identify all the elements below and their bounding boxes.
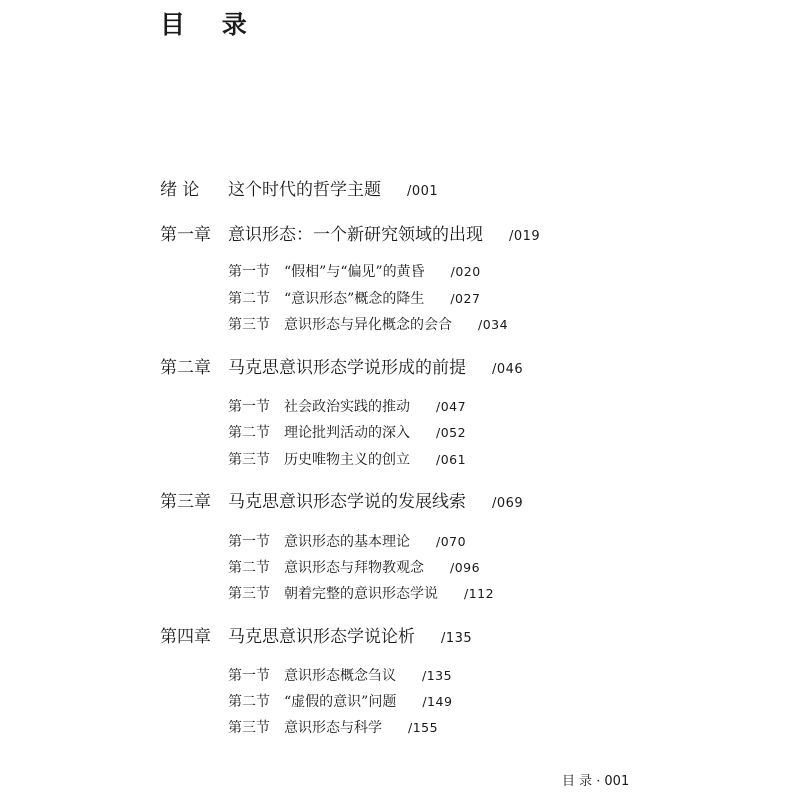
section-label: 第一节 — [228, 399, 270, 415]
section-title: “虚假的意识”问题 — [284, 694, 397, 710]
toc-section-entry[interactable] — [228, 692, 452, 712]
chapter-title: 马克思意识形态学说论析 — [228, 627, 415, 647]
section-label: 第三节 — [228, 452, 270, 468]
toc-chapter-entry[interactable] — [160, 626, 472, 650]
section-label: 第一节 — [228, 534, 270, 550]
page-reference: /001 — [407, 184, 439, 199]
section-title: 朝着完整的意识形态学说 — [284, 586, 438, 602]
chapter-label: 第三章 — [160, 492, 211, 512]
toc-section-entry[interactable] — [228, 315, 508, 335]
section-title: 意识形态与拜物教观念 — [284, 560, 424, 576]
page-reference: /155 — [408, 720, 439, 735]
section-label: 第二节 — [228, 425, 270, 441]
chapter-label: 第一章 — [160, 225, 211, 245]
toc-section-entry[interactable] — [228, 450, 466, 470]
section-label: 第三节 — [228, 720, 270, 736]
toc-chapter-entry[interactable] — [160, 224, 540, 248]
chapter-title: 马克思意识形态学说的发展线索 — [228, 492, 466, 512]
toc-chapter-entry[interactable] — [160, 179, 438, 203]
section-label: 第二节 — [228, 560, 270, 576]
section-label: 第一节 — [228, 264, 270, 280]
section-label: 第二节 — [228, 291, 270, 307]
chapter-label: 第二章 — [160, 358, 211, 378]
section-label: 第三节 — [228, 586, 270, 602]
page-reference: /047 — [436, 399, 467, 414]
page-reference: /096 — [450, 560, 481, 575]
section-label: 第三节 — [228, 317, 270, 333]
page-reference: /070 — [436, 534, 467, 549]
section-title: “假相”与“偏见”的黄昏 — [284, 264, 425, 280]
section-label: 第一节 — [228, 668, 270, 684]
section-title: 意识形态与异化概念的会合 — [284, 317, 452, 333]
toc-chapter-entry[interactable] — [160, 357, 523, 381]
page-footer — [562, 773, 629, 791]
toc-section-entry[interactable] — [228, 666, 452, 686]
page-title: 目 录 — [160, 10, 261, 39]
chapter-title: 这个时代的哲学主题 — [228, 180, 381, 200]
toc-section-entry[interactable] — [228, 397, 466, 417]
page-reference: /135 — [422, 668, 453, 683]
page-reference: /052 — [436, 425, 467, 440]
section-title: 社会政治实践的推动 — [284, 399, 410, 415]
toc-section-entry[interactable] — [228, 558, 480, 578]
page-reference: /034 — [478, 317, 509, 332]
chapter-title: 意识形态：一个新研究领域的出现 — [228, 225, 483, 245]
page-number: 001 — [604, 774, 630, 789]
section-title: 理论批判活动的深入 — [284, 425, 410, 441]
page-reference: /020 — [450, 264, 481, 279]
toc-section-entry[interactable] — [228, 718, 438, 738]
page-reference: /061 — [436, 452, 467, 467]
section-title: 历史唯物主义的创立 — [284, 452, 410, 468]
page-reference: /149 — [422, 694, 453, 709]
chapter-label: 绪 论 — [160, 180, 200, 200]
page-reference: /135 — [441, 631, 473, 646]
section-label: 第二节 — [228, 694, 270, 710]
toc-chapter-entry[interactable] — [160, 491, 523, 515]
toc-section-entry[interactable] — [228, 262, 481, 282]
toc-section-entry[interactable] — [228, 423, 466, 443]
toc-section-entry[interactable] — [228, 289, 480, 309]
chapter-title: 马克思意识形态学说形成的前提 — [228, 358, 466, 378]
page-reference: /112 — [464, 586, 495, 601]
running-head: 目 录 · — [562, 774, 601, 789]
section-title: 意识形态概念刍议 — [284, 668, 396, 684]
page-reference: /027 — [450, 291, 481, 306]
section-title: “意识形态”概念的降生 — [284, 291, 425, 307]
toc-section-entry[interactable] — [228, 532, 466, 552]
section-title: 意识形态与科学 — [284, 720, 382, 736]
page-reference: /019 — [509, 229, 541, 244]
toc-section-entry[interactable] — [228, 584, 494, 604]
page-reference: /069 — [492, 496, 524, 511]
chapter-label: 第四章 — [160, 627, 211, 647]
page-reference: /046 — [492, 362, 524, 377]
section-title: 意识形态的基本理论 — [284, 534, 410, 550]
